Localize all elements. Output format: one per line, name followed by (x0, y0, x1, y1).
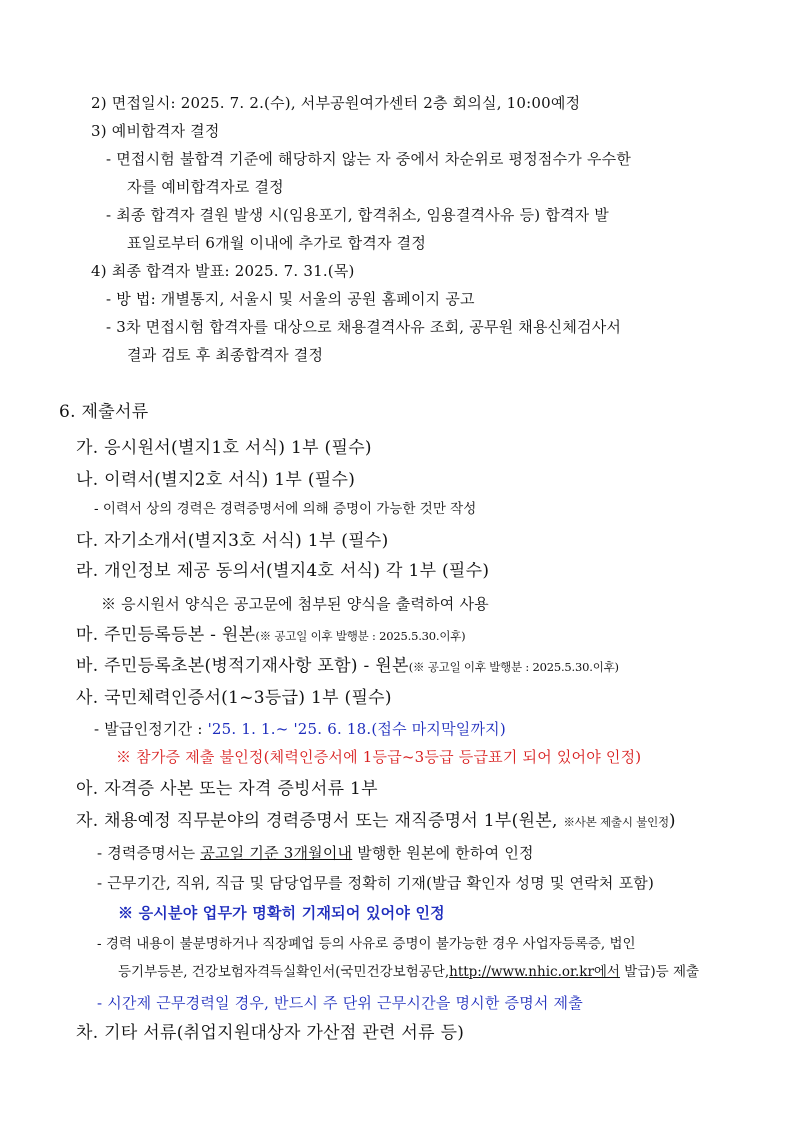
doc-item-ga: 가. 응시원서(별지1호 서식) 1부 (필수) (76, 438, 372, 458)
reserve-pass-bullet-1-cont: 자를 예비합격자로 결정 (127, 178, 284, 196)
reserve-pass-bullet-2-cont: 표일로부터 6개월 이내에 추가로 합격자 결정 (127, 234, 427, 252)
doc-item-sa-note-1-label: - 발급인정기간 : (94, 720, 208, 738)
interview-date-line: 2) 면접일시: 2025. 7. 2.(수), 서부공원여가센터 2층 회의실, 10:00예정 (91, 94, 581, 112)
reserve-pass-heading: 3) 예비합격자 결정 (91, 122, 220, 140)
doc-item-ba-main: 바. 주민등록초본(병적기재사항 포함) - 원본 (76, 656, 409, 676)
final-announcement-bullet: - 3차 면접시험 합격자를 대상으로 채용결격사유 조회, 공무원 채용신체검사서 (106, 318, 622, 336)
doc-item-sa: 사. 국민체력인증서(1~3등급) 1부 (필수) (76, 688, 392, 708)
doc-item-ma-main: 마. 주민등록등본 - 원본 (76, 625, 256, 645)
reserve-pass-bullet-1: - 면접시험 불합격 기준에 해당하지 않는 자 중에서 차순위로 평정점수가 우수한 (106, 150, 632, 168)
doc-item-ra: 라. 개인정보 제공 동의서(별지4호 서식) 각 1부 (필수) (76, 561, 490, 581)
doc-item-cha: 차. 기타 서류(취업지원대상자 가산점 관련 서류 등) (76, 1023, 465, 1043)
doc-item-na: 나. 이력서(별지2호 서식) 1부 (필수) (76, 470, 356, 490)
doc-item-ba (76, 658, 619, 675)
doc-item-ja-note-1-c: 발행한 원본에 한하여 인정 (352, 844, 534, 862)
doc-item-ja-note-3: ※ 응시분야 업무가 명확히 기재되어 있어야 인정 (118, 904, 445, 922)
doc-item-ja-note-1 (97, 846, 534, 861)
doc-item-sa-note-2: ※ 참가증 제출 불인정(체력인증서에 1등급~3등급 등급표기 되어 있어야 인정) (116, 748, 642, 766)
doc-item-da: 다. 자기소개서(별지3호 서식) 1부 (필수) (76, 531, 389, 551)
doc-item-ja-note-4: - 경력 내용이 불분명하거나 직장폐업 등의 사유로 증명이 불가능한 경우 사업자등록증, 법인 (97, 936, 636, 952)
doc-item-ja-note-1-underline: 공고일 기준 3개월이내 (200, 844, 353, 862)
doc-item-ja (76, 813, 676, 830)
final-announcement-method: - 방 법: 개별통지, 서울시 및 서울의 공원 홈페이지 공고 (106, 290, 475, 308)
doc-item-na-note: - 이력서 상의 경력은 경력증명서에 의해 증명이 가능한 것만 작성 (94, 501, 477, 517)
doc-item-ja-note-5-c: 발급)등 제출 (619, 964, 700, 980)
doc-item-ja-small: ※사본 제출시 불인정 (563, 815, 669, 829)
doc-item-sa-note-1-period: '25. 1. 1.~ '25. 6. 18.(접수 마지막일까지) (207, 720, 506, 738)
doc-item-ja-note-1-a: - 경력증명서는 (97, 844, 201, 862)
doc-item-aa: 아. 자격증 사본 또는 자격 증빙서류 1부 (76, 779, 378, 799)
doc-item-ja-note-6: - 시간제 근무경력일 경우, 반드시 주 단위 근무시간을 명시한 증명서 제출 (97, 994, 583, 1012)
doc-item-ja-note-5 (118, 966, 699, 980)
doc-item-ja-note-2: - 근무기간, 직위, 직급 및 담당업무를 정확히 기재(발급 확인자 성명 및 연락처 포함) (97, 874, 655, 892)
doc-item-sa-note-1 (94, 722, 506, 737)
doc-item-ba-small: (※ 공고일 이후 발행분 : 2025.5.30.이후) (408, 660, 619, 674)
section-6-title: 6. 제출서류 (59, 402, 149, 422)
reserve-pass-bullet-2: - 최종 합격자 결원 발생 시(임용포기, 합격취소, 임용결격사유 등) 합격자 발 (106, 206, 610, 224)
doc-item-ma-small: (※ 공고일 이후 발행분 : 2025.5.30.이후) (255, 629, 466, 643)
doc-item-ja-main: 자. 채용예정 직무분야의 경력증명서 또는 재직증명서 1부(원본, (76, 811, 564, 831)
nhic-link[interactable]: http://www.nhic.or.kr에서 (449, 964, 620, 980)
doc-item-ja-close: ) (668, 811, 676, 831)
final-announcement-bullet-cont: 결과 검토 후 최종합격자 결정 (127, 346, 324, 364)
final-announcement-heading: 4) 최종 합격자 발표: 2025. 7. 31.(목) (91, 262, 355, 280)
doc-item-ra-note: ※ 응시원서 양식은 공고문에 첨부된 양식을 출력하여 사용 (101, 595, 489, 613)
doc-item-ja-note-5-a: 등기부등본, 건강보험자격득실확인서(국민건강보험공단, (118, 964, 450, 980)
doc-item-ma (76, 627, 465, 644)
